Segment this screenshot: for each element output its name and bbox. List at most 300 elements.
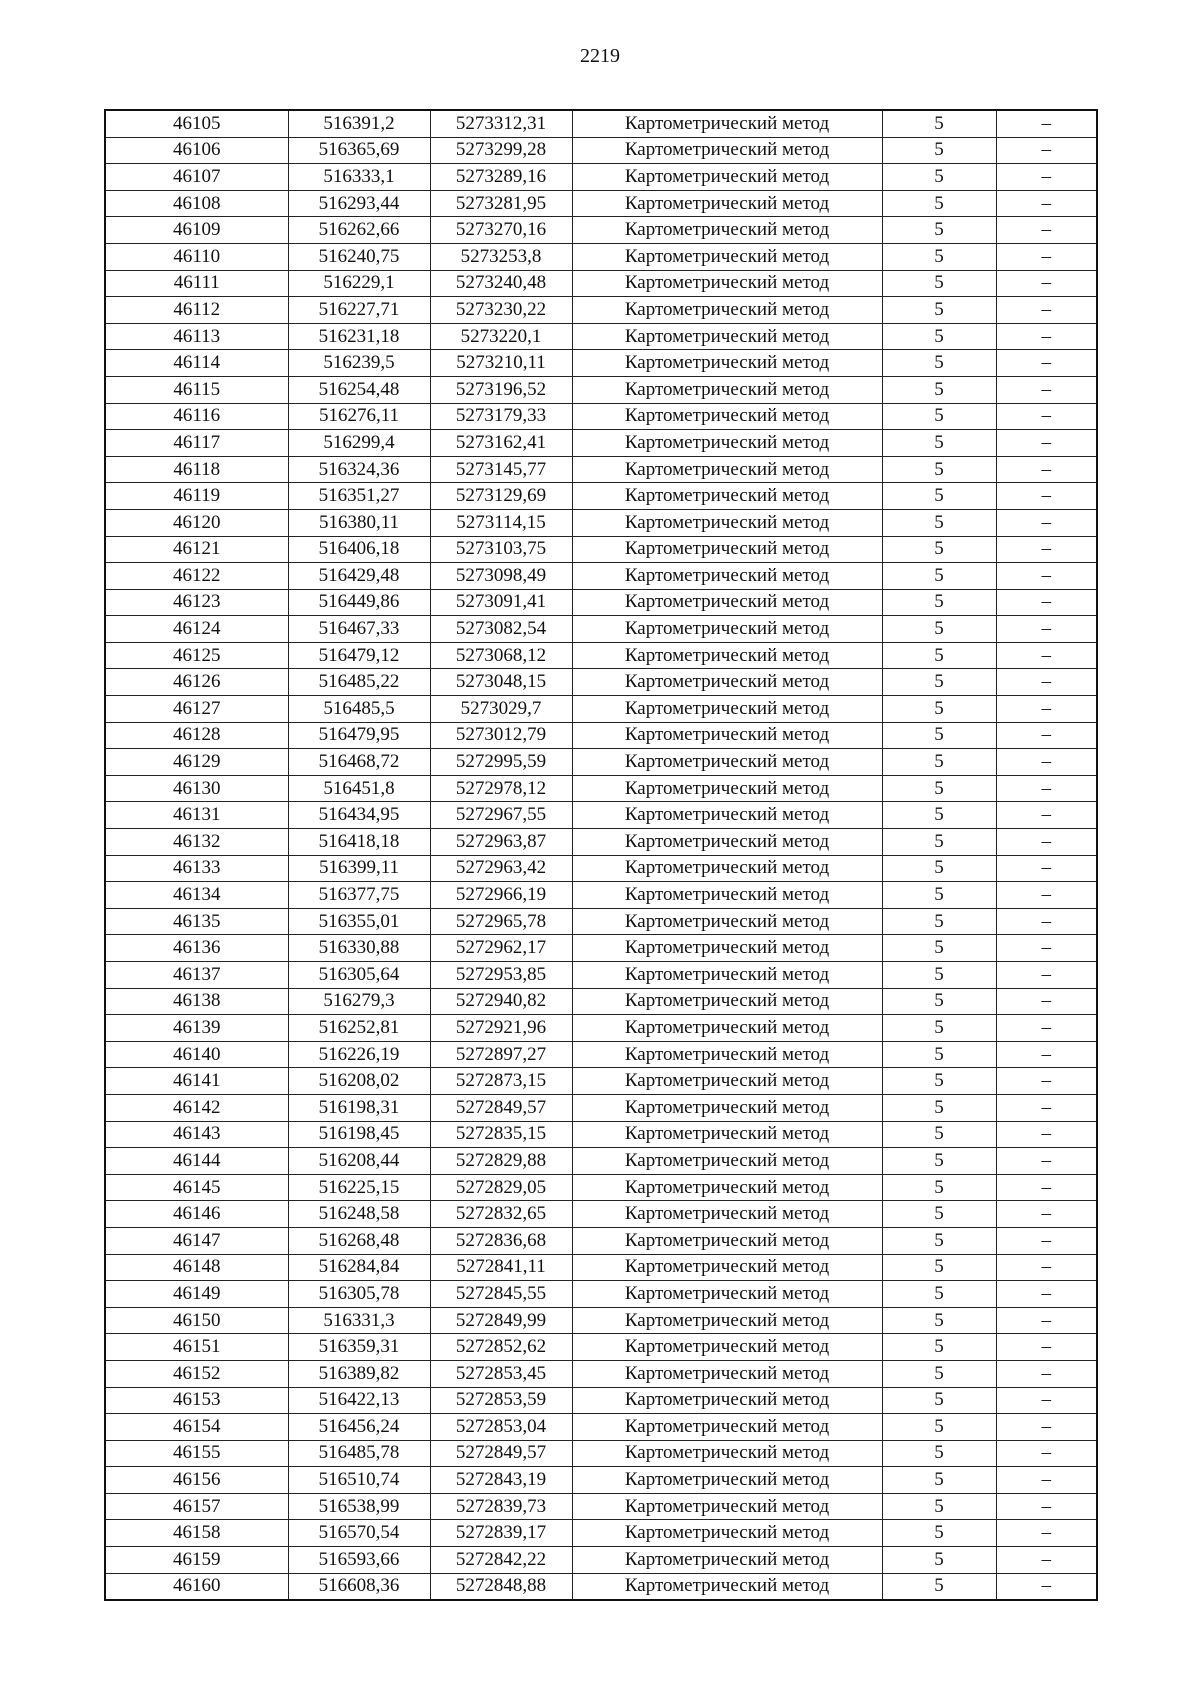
method-cell: Картометрический метод bbox=[572, 376, 882, 403]
accuracy-cell: 5 bbox=[882, 1467, 996, 1494]
accuracy-cell: 5 bbox=[882, 1414, 996, 1441]
table-row bbox=[105, 1440, 1097, 1467]
point-number-cell: 46140 bbox=[105, 1041, 288, 1068]
y-coordinate-cell: 5273281,95 bbox=[430, 190, 572, 217]
accuracy-cell: 5 bbox=[882, 1174, 996, 1201]
description-cell: – bbox=[996, 1520, 1097, 1547]
accuracy-cell: 5 bbox=[882, 829, 996, 856]
table-row bbox=[105, 403, 1097, 430]
y-coordinate-cell: 5273196,52 bbox=[430, 376, 572, 403]
point-number-cell: 46112 bbox=[105, 297, 288, 324]
y-coordinate-cell: 5272953,85 bbox=[430, 962, 572, 989]
method-cell: Картометрический метод bbox=[572, 1068, 882, 1095]
y-coordinate-cell: 5272835,15 bbox=[430, 1121, 572, 1148]
point-number-cell: 46113 bbox=[105, 323, 288, 350]
description-cell: – bbox=[996, 1094, 1097, 1121]
y-coordinate-cell: 5273179,33 bbox=[430, 403, 572, 430]
x-coordinate-cell: 516284,84 bbox=[288, 1254, 430, 1281]
table-row bbox=[105, 1068, 1097, 1095]
method-cell: Картометрический метод bbox=[572, 908, 882, 935]
accuracy-cell: 5 bbox=[882, 749, 996, 776]
table-row bbox=[105, 1307, 1097, 1334]
accuracy-cell: 5 bbox=[882, 509, 996, 536]
y-coordinate-cell: 5272940,82 bbox=[430, 988, 572, 1015]
accuracy-cell: 5 bbox=[882, 1520, 996, 1547]
table-row bbox=[105, 1414, 1097, 1441]
accuracy-cell: 5 bbox=[882, 137, 996, 164]
method-cell: Картометрический метод bbox=[572, 297, 882, 324]
y-coordinate-cell: 5272965,78 bbox=[430, 908, 572, 935]
description-cell: – bbox=[996, 1547, 1097, 1574]
accuracy-cell: 5 bbox=[882, 1573, 996, 1600]
y-coordinate-cell: 5272849,57 bbox=[430, 1440, 572, 1467]
x-coordinate-cell: 516359,31 bbox=[288, 1334, 430, 1361]
table-row bbox=[105, 1360, 1097, 1387]
description-cell: – bbox=[996, 1467, 1097, 1494]
x-coordinate-cell: 516229,1 bbox=[288, 270, 430, 297]
description-cell: – bbox=[996, 1174, 1097, 1201]
y-coordinate-cell: 5272836,68 bbox=[430, 1227, 572, 1254]
accuracy-cell: 5 bbox=[882, 802, 996, 829]
x-coordinate-cell: 516231,18 bbox=[288, 323, 430, 350]
description-cell: – bbox=[996, 669, 1097, 696]
table-row bbox=[105, 988, 1097, 1015]
y-coordinate-cell: 5272963,42 bbox=[430, 855, 572, 882]
x-coordinate-cell: 516227,71 bbox=[288, 297, 430, 324]
accuracy-cell: 5 bbox=[882, 1360, 996, 1387]
x-coordinate-cell: 516268,48 bbox=[288, 1227, 430, 1254]
description-cell: – bbox=[996, 297, 1097, 324]
accuracy-cell: 5 bbox=[882, 1281, 996, 1308]
table-row bbox=[105, 483, 1097, 510]
point-number-cell: 46110 bbox=[105, 243, 288, 270]
table-row bbox=[105, 376, 1097, 403]
x-coordinate-cell: 516485,78 bbox=[288, 1440, 430, 1467]
point-number-cell: 46119 bbox=[105, 483, 288, 510]
table-row bbox=[105, 350, 1097, 377]
point-number-cell: 46129 bbox=[105, 749, 288, 776]
point-number-cell: 46105 bbox=[105, 110, 288, 137]
accuracy-cell: 5 bbox=[882, 403, 996, 430]
point-number-cell: 46145 bbox=[105, 1174, 288, 1201]
table-row bbox=[105, 935, 1097, 962]
y-coordinate-cell: 5273145,77 bbox=[430, 456, 572, 483]
point-number-cell: 46159 bbox=[105, 1547, 288, 1574]
y-coordinate-cell: 5272853,45 bbox=[430, 1360, 572, 1387]
method-cell: Картометрический метод bbox=[572, 696, 882, 723]
y-coordinate-cell: 5272995,59 bbox=[430, 749, 572, 776]
accuracy-cell: 5 bbox=[882, 1148, 996, 1175]
method-cell: Картометрический метод bbox=[572, 855, 882, 882]
y-coordinate-cell: 5273082,54 bbox=[430, 616, 572, 643]
description-cell: – bbox=[996, 908, 1097, 935]
description-cell: – bbox=[996, 1387, 1097, 1414]
description-cell: – bbox=[996, 1254, 1097, 1281]
accuracy-cell: 5 bbox=[882, 935, 996, 962]
accuracy-cell: 5 bbox=[882, 1121, 996, 1148]
method-cell: Картометрический метод bbox=[572, 403, 882, 430]
description-cell: – bbox=[996, 1281, 1097, 1308]
point-number-cell: 46118 bbox=[105, 456, 288, 483]
table-row bbox=[105, 829, 1097, 856]
method-cell: Картометрический метод bbox=[572, 350, 882, 377]
table-row bbox=[105, 642, 1097, 669]
y-coordinate-cell: 5273098,49 bbox=[430, 563, 572, 590]
method-cell: Картометрический метод bbox=[572, 1360, 882, 1387]
x-coordinate-cell: 516252,81 bbox=[288, 1015, 430, 1042]
point-number-cell: 46143 bbox=[105, 1121, 288, 1148]
x-coordinate-cell: 516305,64 bbox=[288, 962, 430, 989]
x-coordinate-cell: 516456,24 bbox=[288, 1414, 430, 1441]
table-row bbox=[105, 270, 1097, 297]
method-cell: Картометрический метод bbox=[572, 589, 882, 616]
x-coordinate-cell: 516593,66 bbox=[288, 1547, 430, 1574]
y-coordinate-cell: 5273270,16 bbox=[430, 217, 572, 244]
x-coordinate-cell: 516418,18 bbox=[288, 829, 430, 856]
accuracy-cell: 5 bbox=[882, 190, 996, 217]
x-coordinate-cell: 516239,5 bbox=[288, 350, 430, 377]
table-row bbox=[105, 563, 1097, 590]
point-number-cell: 46126 bbox=[105, 669, 288, 696]
x-coordinate-cell: 516485,5 bbox=[288, 696, 430, 723]
description-cell: – bbox=[996, 802, 1097, 829]
y-coordinate-cell: 5273114,15 bbox=[430, 509, 572, 536]
table-row bbox=[105, 802, 1097, 829]
y-coordinate-cell: 5272843,19 bbox=[430, 1467, 572, 1494]
point-number-cell: 46137 bbox=[105, 962, 288, 989]
point-number-cell: 46128 bbox=[105, 722, 288, 749]
y-coordinate-cell: 5272842,22 bbox=[430, 1547, 572, 1574]
method-cell: Картометрический метод bbox=[572, 669, 882, 696]
method-cell: Картометрический метод bbox=[572, 270, 882, 297]
x-coordinate-cell: 516208,02 bbox=[288, 1068, 430, 1095]
table-row bbox=[105, 1121, 1097, 1148]
description-cell: – bbox=[996, 110, 1097, 137]
y-coordinate-cell: 5273091,41 bbox=[430, 589, 572, 616]
method-cell: Картометрический метод bbox=[572, 509, 882, 536]
method-cell: Картометрический метод bbox=[572, 217, 882, 244]
point-number-cell: 46147 bbox=[105, 1227, 288, 1254]
method-cell: Картометрический метод bbox=[572, 988, 882, 1015]
accuracy-cell: 5 bbox=[882, 1227, 996, 1254]
accuracy-cell: 5 bbox=[882, 323, 996, 350]
table-row bbox=[105, 1547, 1097, 1574]
method-cell: Картометрический метод bbox=[572, 642, 882, 669]
description-cell: – bbox=[996, 855, 1097, 882]
description-cell: – bbox=[996, 1201, 1097, 1228]
point-number-cell: 46136 bbox=[105, 935, 288, 962]
method-cell: Картометрический метод bbox=[572, 243, 882, 270]
x-coordinate-cell: 516485,22 bbox=[288, 669, 430, 696]
table-row bbox=[105, 110, 1097, 137]
method-cell: Картометрический метод bbox=[572, 775, 882, 802]
x-coordinate-cell: 516570,54 bbox=[288, 1520, 430, 1547]
description-cell: – bbox=[996, 403, 1097, 430]
method-cell: Картометрический метод bbox=[572, 1307, 882, 1334]
table-row bbox=[105, 323, 1097, 350]
point-number-cell: 46116 bbox=[105, 403, 288, 430]
point-number-cell: 46124 bbox=[105, 616, 288, 643]
description-cell: – bbox=[996, 1573, 1097, 1600]
y-coordinate-cell: 5273210,11 bbox=[430, 350, 572, 377]
accuracy-cell: 5 bbox=[882, 483, 996, 510]
method-cell: Картометрический метод bbox=[572, 616, 882, 643]
y-coordinate-cell: 5273068,12 bbox=[430, 642, 572, 669]
y-coordinate-cell: 5273299,28 bbox=[430, 137, 572, 164]
y-coordinate-cell: 5273162,41 bbox=[430, 430, 572, 457]
accuracy-cell: 5 bbox=[882, 616, 996, 643]
accuracy-cell: 5 bbox=[882, 908, 996, 935]
table-row bbox=[105, 669, 1097, 696]
description-cell: – bbox=[996, 1360, 1097, 1387]
table-row bbox=[105, 509, 1097, 536]
description-cell: – bbox=[996, 962, 1097, 989]
point-number-cell: 46133 bbox=[105, 855, 288, 882]
accuracy-cell: 5 bbox=[882, 1068, 996, 1095]
description-cell: – bbox=[996, 749, 1097, 776]
description-cell: – bbox=[996, 882, 1097, 909]
accuracy-cell: 5 bbox=[882, 430, 996, 457]
table-row bbox=[105, 164, 1097, 191]
method-cell: Картометрический метод bbox=[572, 483, 882, 510]
x-coordinate-cell: 516377,75 bbox=[288, 882, 430, 909]
accuracy-cell: 5 bbox=[882, 350, 996, 377]
page-number: 2219 bbox=[580, 45, 620, 67]
point-number-cell: 46111 bbox=[105, 270, 288, 297]
point-number-cell: 46158 bbox=[105, 1520, 288, 1547]
table-row bbox=[105, 217, 1097, 244]
method-cell: Картометрический метод bbox=[572, 1174, 882, 1201]
y-coordinate-cell: 5272966,19 bbox=[430, 882, 572, 909]
method-cell: Картометрический метод bbox=[572, 137, 882, 164]
table-row bbox=[105, 1094, 1097, 1121]
table-row bbox=[105, 1148, 1097, 1175]
method-cell: Картометрический метод bbox=[572, 1041, 882, 1068]
table-row bbox=[105, 1174, 1097, 1201]
table-row bbox=[105, 297, 1097, 324]
accuracy-cell: 5 bbox=[882, 855, 996, 882]
y-coordinate-cell: 5272853,59 bbox=[430, 1387, 572, 1414]
x-coordinate-cell: 516365,69 bbox=[288, 137, 430, 164]
x-coordinate-cell: 516208,44 bbox=[288, 1148, 430, 1175]
description-cell: – bbox=[996, 563, 1097, 590]
description-cell: – bbox=[996, 1068, 1097, 1095]
x-coordinate-cell: 516225,15 bbox=[288, 1174, 430, 1201]
method-cell: Картометрический метод bbox=[572, 1254, 882, 1281]
table-row bbox=[105, 1493, 1097, 1520]
description-cell: – bbox=[996, 350, 1097, 377]
description-cell: – bbox=[996, 696, 1097, 723]
x-coordinate-cell: 516324,36 bbox=[288, 456, 430, 483]
table-row bbox=[105, 1015, 1097, 1042]
method-cell: Картометрический метод bbox=[572, 563, 882, 590]
method-cell: Картометрический метод bbox=[572, 749, 882, 776]
x-coordinate-cell: 516406,18 bbox=[288, 536, 430, 563]
accuracy-cell: 5 bbox=[882, 642, 996, 669]
accuracy-cell: 5 bbox=[882, 376, 996, 403]
point-number-cell: 46122 bbox=[105, 563, 288, 590]
accuracy-cell: 5 bbox=[882, 270, 996, 297]
point-number-cell: 46153 bbox=[105, 1387, 288, 1414]
description-cell: – bbox=[996, 1440, 1097, 1467]
accuracy-cell: 5 bbox=[882, 1547, 996, 1574]
point-number-cell: 46132 bbox=[105, 829, 288, 856]
y-coordinate-cell: 5272845,55 bbox=[430, 1281, 572, 1308]
accuracy-cell: 5 bbox=[882, 456, 996, 483]
description-cell: – bbox=[996, 1148, 1097, 1175]
x-coordinate-cell: 516305,78 bbox=[288, 1281, 430, 1308]
y-coordinate-cell: 5272829,88 bbox=[430, 1148, 572, 1175]
coordinates-table-body bbox=[105, 110, 1097, 1600]
coordinates-table bbox=[104, 109, 1098, 1601]
method-cell: Картометрический метод bbox=[572, 323, 882, 350]
y-coordinate-cell: 5273253,8 bbox=[430, 243, 572, 270]
description-cell: – bbox=[996, 722, 1097, 749]
point-number-cell: 46107 bbox=[105, 164, 288, 191]
accuracy-cell: 5 bbox=[882, 110, 996, 137]
method-cell: Картометрический метод bbox=[572, 1015, 882, 1042]
method-cell: Картометрический метод bbox=[572, 1547, 882, 1574]
description-cell: – bbox=[996, 1121, 1097, 1148]
y-coordinate-cell: 5273103,75 bbox=[430, 536, 572, 563]
description-cell: – bbox=[996, 1015, 1097, 1042]
table-row bbox=[105, 1520, 1097, 1547]
description-cell: – bbox=[996, 1493, 1097, 1520]
x-coordinate-cell: 516276,11 bbox=[288, 403, 430, 430]
accuracy-cell: 5 bbox=[882, 669, 996, 696]
y-coordinate-cell: 5273012,79 bbox=[430, 722, 572, 749]
point-number-cell: 46141 bbox=[105, 1068, 288, 1095]
method-cell: Картометрический метод bbox=[572, 802, 882, 829]
x-coordinate-cell: 516510,74 bbox=[288, 1467, 430, 1494]
point-number-cell: 46138 bbox=[105, 988, 288, 1015]
y-coordinate-cell: 5272978,12 bbox=[430, 775, 572, 802]
table-row bbox=[105, 1281, 1097, 1308]
point-number-cell: 46121 bbox=[105, 536, 288, 563]
y-coordinate-cell: 5273240,48 bbox=[430, 270, 572, 297]
x-coordinate-cell: 516468,72 bbox=[288, 749, 430, 776]
y-coordinate-cell: 5273312,31 bbox=[430, 110, 572, 137]
accuracy-cell: 5 bbox=[882, 536, 996, 563]
x-coordinate-cell: 516351,27 bbox=[288, 483, 430, 510]
method-cell: Картометрический метод bbox=[572, 1334, 882, 1361]
point-number-cell: 46130 bbox=[105, 775, 288, 802]
description-cell: – bbox=[996, 190, 1097, 217]
description-cell: – bbox=[996, 270, 1097, 297]
y-coordinate-cell: 5272829,05 bbox=[430, 1174, 572, 1201]
description-cell: – bbox=[996, 1334, 1097, 1361]
point-number-cell: 46125 bbox=[105, 642, 288, 669]
description-cell: – bbox=[996, 988, 1097, 1015]
table-row bbox=[105, 775, 1097, 802]
description-cell: – bbox=[996, 536, 1097, 563]
x-coordinate-cell: 516293,44 bbox=[288, 190, 430, 217]
description-cell: – bbox=[996, 323, 1097, 350]
point-number-cell: 46151 bbox=[105, 1334, 288, 1361]
x-coordinate-cell: 516608,36 bbox=[288, 1573, 430, 1600]
table-row bbox=[105, 430, 1097, 457]
x-coordinate-cell: 516330,88 bbox=[288, 935, 430, 962]
method-cell: Картометрический метод bbox=[572, 1121, 882, 1148]
x-coordinate-cell: 516299,4 bbox=[288, 430, 430, 457]
point-number-cell: 46134 bbox=[105, 882, 288, 909]
description-cell: – bbox=[996, 509, 1097, 536]
point-number-cell: 46154 bbox=[105, 1414, 288, 1441]
method-cell: Картометрический метод bbox=[572, 722, 882, 749]
table-row bbox=[105, 722, 1097, 749]
accuracy-cell: 5 bbox=[882, 217, 996, 244]
method-cell: Картометрический метод bbox=[572, 1520, 882, 1547]
method-cell: Картометрический метод bbox=[572, 1414, 882, 1441]
accuracy-cell: 5 bbox=[882, 589, 996, 616]
accuracy-cell: 5 bbox=[882, 1493, 996, 1520]
point-number-cell: 46142 bbox=[105, 1094, 288, 1121]
x-coordinate-cell: 516479,12 bbox=[288, 642, 430, 669]
x-coordinate-cell: 516248,58 bbox=[288, 1201, 430, 1228]
table-row bbox=[105, 908, 1097, 935]
method-cell: Картометрический метод bbox=[572, 1387, 882, 1414]
accuracy-cell: 5 bbox=[882, 243, 996, 270]
method-cell: Картометрический метод bbox=[572, 882, 882, 909]
point-number-cell: 46109 bbox=[105, 217, 288, 244]
accuracy-cell: 5 bbox=[882, 696, 996, 723]
method-cell: Картометрический метод bbox=[572, 1440, 882, 1467]
description-cell: – bbox=[996, 483, 1097, 510]
x-coordinate-cell: 516451,8 bbox=[288, 775, 430, 802]
point-number-cell: 46156 bbox=[105, 1467, 288, 1494]
description-cell: – bbox=[996, 456, 1097, 483]
description-cell: – bbox=[996, 775, 1097, 802]
method-cell: Картометрический метод bbox=[572, 456, 882, 483]
table-row bbox=[105, 536, 1097, 563]
y-coordinate-cell: 5273220,1 bbox=[430, 323, 572, 350]
method-cell: Картометрический метод bbox=[572, 1493, 882, 1520]
accuracy-cell: 5 bbox=[882, 1041, 996, 1068]
point-number-cell: 46127 bbox=[105, 696, 288, 723]
accuracy-cell: 5 bbox=[882, 1440, 996, 1467]
point-number-cell: 46135 bbox=[105, 908, 288, 935]
method-cell: Картометрический метод bbox=[572, 1281, 882, 1308]
table-row bbox=[105, 1041, 1097, 1068]
accuracy-cell: 5 bbox=[882, 722, 996, 749]
point-number-cell: 46155 bbox=[105, 1440, 288, 1467]
description-cell: – bbox=[996, 430, 1097, 457]
point-number-cell: 46123 bbox=[105, 589, 288, 616]
method-cell: Картометрический метод bbox=[572, 536, 882, 563]
accuracy-cell: 5 bbox=[882, 1307, 996, 1334]
table-row bbox=[105, 696, 1097, 723]
accuracy-cell: 5 bbox=[882, 1334, 996, 1361]
point-number-cell: 46146 bbox=[105, 1201, 288, 1228]
description-cell: – bbox=[996, 1041, 1097, 1068]
y-coordinate-cell: 5273129,69 bbox=[430, 483, 572, 510]
accuracy-cell: 5 bbox=[882, 164, 996, 191]
y-coordinate-cell: 5272849,57 bbox=[430, 1094, 572, 1121]
accuracy-cell: 5 bbox=[882, 563, 996, 590]
accuracy-cell: 5 bbox=[882, 962, 996, 989]
y-coordinate-cell: 5273048,15 bbox=[430, 669, 572, 696]
x-coordinate-cell: 516262,66 bbox=[288, 217, 430, 244]
point-number-cell: 46120 bbox=[105, 509, 288, 536]
method-cell: Картометрический метод bbox=[572, 164, 882, 191]
y-coordinate-cell: 5273230,22 bbox=[430, 297, 572, 324]
point-number-cell: 46115 bbox=[105, 376, 288, 403]
point-number-cell: 46160 bbox=[105, 1573, 288, 1600]
y-coordinate-cell: 5272853,04 bbox=[430, 1414, 572, 1441]
y-coordinate-cell: 5272839,17 bbox=[430, 1520, 572, 1547]
description-cell: – bbox=[996, 616, 1097, 643]
description-cell: – bbox=[996, 829, 1097, 856]
